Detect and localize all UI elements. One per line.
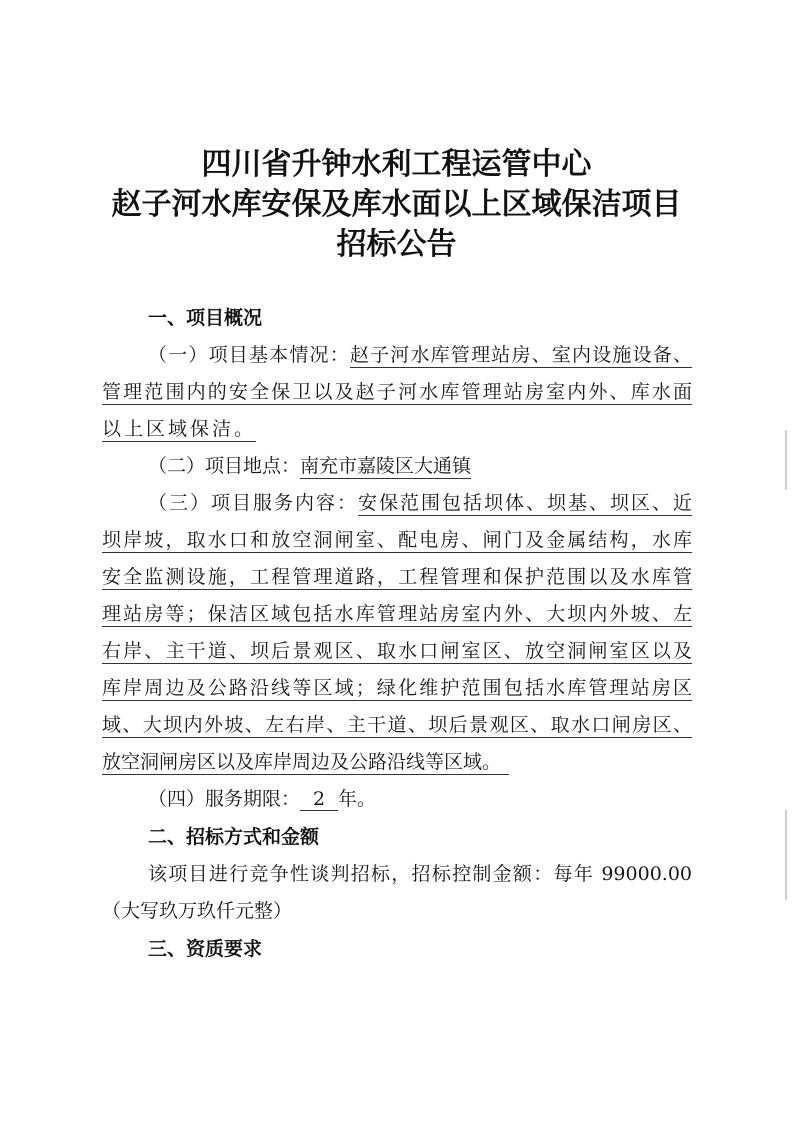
item-1-text: 管理范围内的安全保卫以及赵子河水库管理站房室内外、库水面 bbox=[102, 381, 692, 403]
section-2-heading: 二、招标方式和金额 bbox=[148, 826, 320, 848]
scan-edge-mark bbox=[785, 430, 787, 490]
item-1-label: （一）项目基本情况： bbox=[148, 344, 350, 366]
item-3-line-2 bbox=[102, 529, 692, 551]
item-3-line-5 bbox=[102, 640, 692, 662]
item-1-line-1 bbox=[148, 344, 692, 366]
item-3-label: （三）项目服务内容： bbox=[148, 492, 358, 514]
item-1-line-3 bbox=[102, 418, 256, 440]
item-3-text: 安全监测设施，工程管理道路，工程管理和保护范围以及水库管 bbox=[102, 566, 692, 588]
item-3-line-6 bbox=[102, 677, 692, 699]
item-3-text: 右岸、主干道、坝后景观区、取水口闸室区、放空洞闸室区以及 bbox=[102, 640, 692, 662]
item-1-text: 赵子河水库管理站房、室内设施设备、 bbox=[349, 344, 692, 366]
item-4-suffix: 年。 bbox=[338, 788, 377, 810]
item-3-text: 坝岸坡，取水口和放空洞闸室、配电房、闸门及金属结构，水库 bbox=[102, 529, 692, 551]
item-3-line-7 bbox=[102, 714, 692, 736]
item-3-line-4 bbox=[102, 603, 692, 625]
scan-edge-mark bbox=[785, 810, 787, 900]
item-3-text: 库岸周边及公路沿线等区域；绿化维护范围包括水库管理站房区 bbox=[102, 677, 692, 699]
item-3-text: 安保范围包括坝体、坝基、坝区、近 bbox=[358, 492, 692, 514]
item-4-line bbox=[148, 788, 376, 811]
item-3-text: 放空洞闸房区以及库岸周边及公路沿线等区域。 bbox=[102, 751, 509, 775]
item-3-text: 理站房等；保洁区域包括水库管理站房室内外、大坝内外坡、左 bbox=[102, 603, 692, 625]
item-2-value: 南充市嘉陵区大通镇 bbox=[300, 455, 472, 477]
item-1-text: 以上区域保洁。 bbox=[102, 418, 257, 440]
title-line-2: 赵子河水库安保及库水面以上区域保洁项目 bbox=[111, 187, 682, 222]
item-3-text: 域、大坝内外坡、左右岸、主干道、坝后景观区、取水口闸房区、 bbox=[102, 714, 692, 736]
item-2-label: （二）项目地点： bbox=[148, 455, 301, 477]
section-2-line-1: 该项目进行竞争性谈判招标，招标控制金额：每年 99000.00 bbox=[148, 863, 692, 885]
section-2-line-2: （大写玖万玖仟元整） bbox=[102, 900, 293, 922]
item-3-line-1 bbox=[148, 492, 692, 514]
item-3-line-3 bbox=[102, 566, 692, 588]
item-3-line-8 bbox=[102, 751, 509, 773]
title-line-3: 招标公告 bbox=[336, 227, 457, 262]
item-2-line bbox=[148, 455, 471, 477]
section-3-heading: 三、资质要求 bbox=[148, 938, 263, 960]
section-1-heading: 一、项目概况 bbox=[148, 307, 263, 329]
item-4-label: （四）服务期限： bbox=[148, 788, 301, 810]
item-1-line-2 bbox=[102, 381, 692, 403]
title-line-1: 四川省升钟水利工程运管中心 bbox=[201, 147, 592, 182]
item-4-value: 2 bbox=[300, 788, 338, 811]
